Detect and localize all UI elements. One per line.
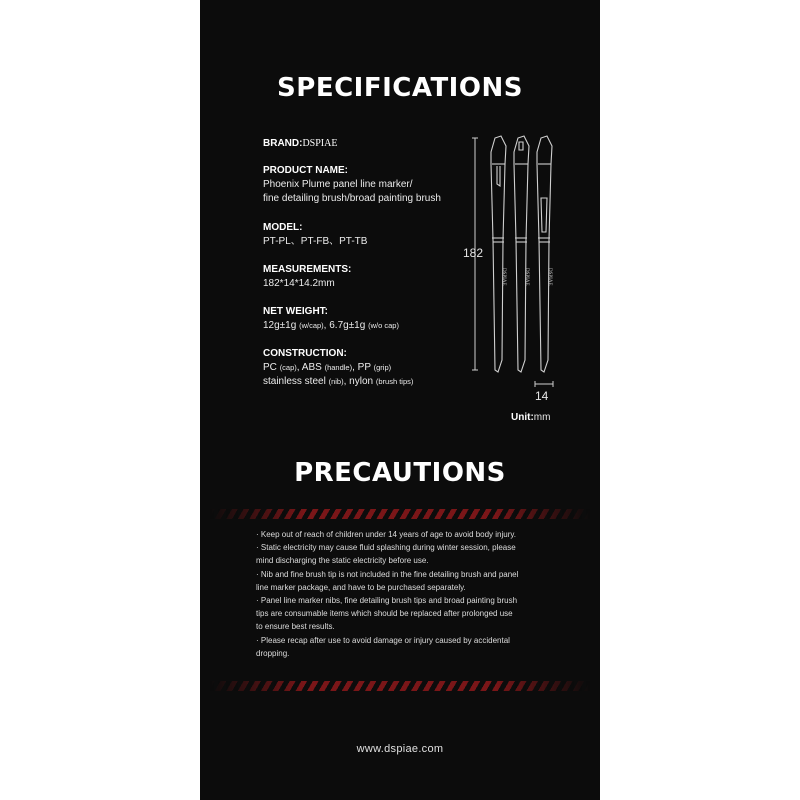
width-dimension-label: 14 (535, 389, 549, 403)
material-pc-note: (cap) (279, 363, 297, 372)
net-weight-value (263, 319, 473, 333)
pen-panel-line-marker (491, 136, 506, 372)
product-name-label: PRODUCT NAME: (263, 165, 348, 176)
material-nylon-note: (brush tips) (375, 377, 414, 386)
net-weight-label: NET WEIGHT: (263, 306, 328, 317)
precautions-list (256, 528, 556, 660)
pen-brand-mark-3: DSPIAE (547, 268, 552, 286)
material-abs-note: (handle) (324, 363, 353, 372)
net-weight-with-cap: 12g±1g (263, 320, 297, 331)
brand-row (263, 137, 473, 151)
construction-section (263, 347, 473, 389)
material-stainless-steel-note: (nib) (328, 377, 344, 386)
material-nylon: , nylon (343, 376, 374, 387)
material-stainless-steel: stainless steel (263, 376, 326, 387)
unit-value: mm (533, 412, 551, 423)
precaution-item: · Static electricity may cause fluid splashing during winter session, please mind discharging the static electricity before use. (256, 543, 516, 566)
construction-line2 (263, 375, 473, 389)
precaution-item: · Please recap after use to avoid damage or injury caused by accidental dropping. (256, 635, 510, 658)
pen-brand-mark-2: DSPIAE (524, 268, 529, 286)
pen-broad-painting-brush (537, 136, 552, 372)
material-pp: , PP (352, 362, 371, 373)
construction-label: CONSTRUCTION: (263, 348, 347, 359)
construction-line1 (263, 361, 473, 375)
product-name-line1: Phoenix Plume panel line marker/ (263, 179, 413, 190)
specifications-title: SPECIFICATIONS (277, 73, 523, 103)
unit-label: Unit: (511, 412, 534, 423)
product-spec-panel (200, 0, 600, 800)
model-section (263, 221, 473, 249)
height-dimension-label: 182 (463, 246, 484, 260)
hazard-stripe-top (210, 509, 590, 519)
material-pp-note: (grip) (373, 363, 392, 372)
precaution-item: · Keep out of reach of children under 14 years of age to avoid body injury. (256, 530, 517, 539)
unit-note (511, 412, 550, 423)
pen-brand-mark-1: DSPIAE (501, 268, 506, 286)
hazard-stripe-bottom (210, 681, 590, 691)
measurements-section (263, 263, 473, 291)
brand-label: BRAND: (263, 138, 303, 149)
precaution-item: · Nib and fine brush tip is not included in the fine detailing brush and panel line marker package, and have to be purchased separately. (256, 569, 519, 592)
product-name-line2: fine detailing brush/broad painting brush (263, 193, 441, 204)
measurements-label: MEASUREMENTS: (263, 264, 352, 275)
material-abs: , ABS (296, 362, 322, 373)
pen-fine-detailing-brush (514, 136, 529, 372)
net-weight-with-cap-note: (w/cap) (299, 321, 324, 330)
pen-dimensions-diagram (455, 128, 565, 428)
website-url: www.dspiae.com (356, 743, 444, 755)
precaution-item: · Panel line marker nibs, fine detailing brush tips and broad painting brush tips are consumable items which should be replaced after prolonged use to ensure best results. (256, 596, 518, 632)
net-weight-without-cap: , 6.7g±1g (323, 320, 366, 331)
net-weight-section (263, 305, 473, 333)
model-label: MODEL: (263, 222, 303, 233)
precautions-title: PRECAUTIONS (294, 458, 506, 488)
net-weight-without-cap-note: (w/o cap) (368, 321, 399, 330)
material-pc: PC (263, 362, 277, 373)
brand-value: DSPIAE (302, 138, 338, 149)
measurements-value: 182*14*14.2mm (263, 278, 335, 289)
product-name-section (263, 164, 473, 206)
model-value: PT-PL、PT-FB、PT-TB (263, 236, 368, 247)
